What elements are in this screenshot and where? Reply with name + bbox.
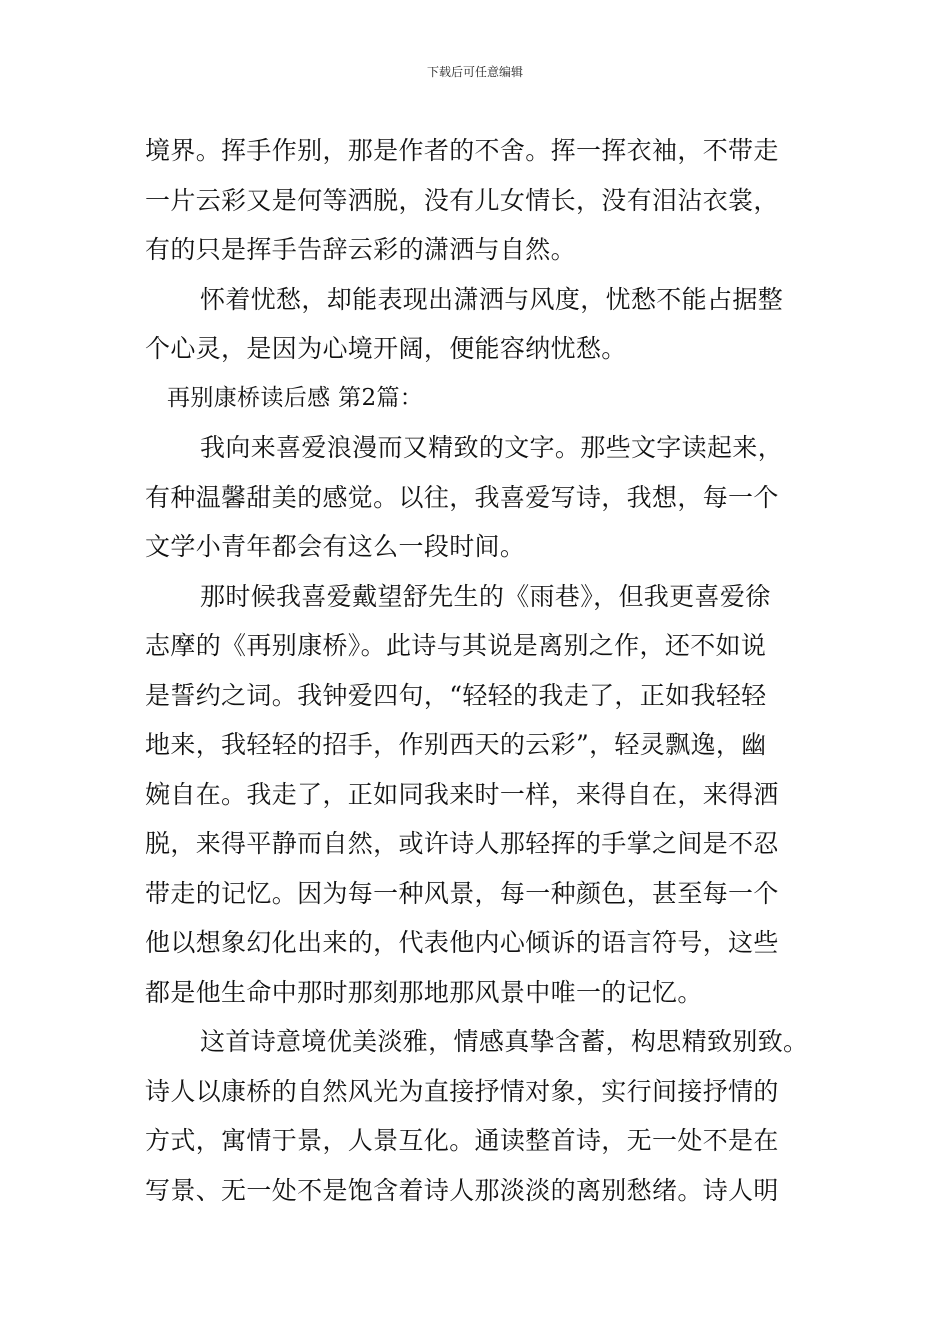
- text-line: 境界。挥手作别，那是作者的不舍。挥一挥衣袖，不带走: [145, 136, 779, 165]
- text-line: 是誓约之词。我钟爱四句，“轻轻的我走了，正如我轻轻: [145, 680, 767, 710]
- text-line: 有种温馨甜美的感觉。以往，我喜爱写诗，我想，每一个: [145, 482, 779, 512]
- text-line: 诗人以康桥的自然风光为直接抒情对象，实行间接抒情的: [145, 1076, 779, 1106]
- text-line: 带走的记忆。因为每一种风景，每一种颜色，甚至每一个: [145, 878, 779, 908]
- text-line: 他以想象幻化出来的，代表他内心倾诉的语言符号，这些: [145, 928, 779, 957]
- text-line: 个心灵，是因为心境开阔，便能容纳忧愁。: [145, 334, 627, 363]
- text-line: 文学小青年都会有这么一段时间。: [145, 532, 526, 561]
- paragraph-start-line: 我向来喜爱浪漫而又精致的文字。那些文字读起来，: [200, 433, 784, 462]
- paragraph-start-line: 那时候我喜爱戴望舒先生的《雨巷》，但我更喜爱徐: [200, 581, 771, 611]
- text-line: 脱，来得平静而自然，或许诗人那轻挥的手掌之间是不忍: [145, 829, 779, 858]
- paragraph-start-line: 怀着忧愁，却能表现出潇洒与风度，忧愁不能占据整: [200, 284, 784, 314]
- text-line: 地来，我轻轻的招手，作别西天的云彩”，轻灵飘逸，幽: [145, 730, 767, 759]
- text-line: 志摩的《再别康桥》。此诗与其说是离别之作，还不如说: [145, 631, 767, 660]
- text-line: 写景、无一处不是饱含着诗人那淡淡的离别愁绪。诗人明: [145, 1175, 779, 1205]
- text-line: 婉自在。我走了，正如同我来时一样，来得自在，来得洒: [145, 779, 779, 809]
- text-line: 都是他生命中那时那刻那地那风景中唯一的记忆。: [145, 977, 703, 1007]
- page-header: 下载后可任意编辑: [426, 65, 523, 79]
- text-line: 有的只是挥手告辞云彩的潇洒与自然。: [145, 235, 576, 264]
- text-line: 一片云彩又是何等洒脱，没有儿女情长，没有泪沾衣裳，: [145, 185, 779, 215]
- section-subtitle: 再别康桥读后感 第2篇：: [167, 384, 424, 411]
- paragraph-start-line: 这首诗意境优美淡雅，情感真挚含蓄，构思精致别致。: [200, 1027, 809, 1056]
- text-line: 方式，寓情于景，人景互化。通读整首诗，无一处不是在: [145, 1126, 779, 1155]
- document-body: [145, 126, 815, 1215]
